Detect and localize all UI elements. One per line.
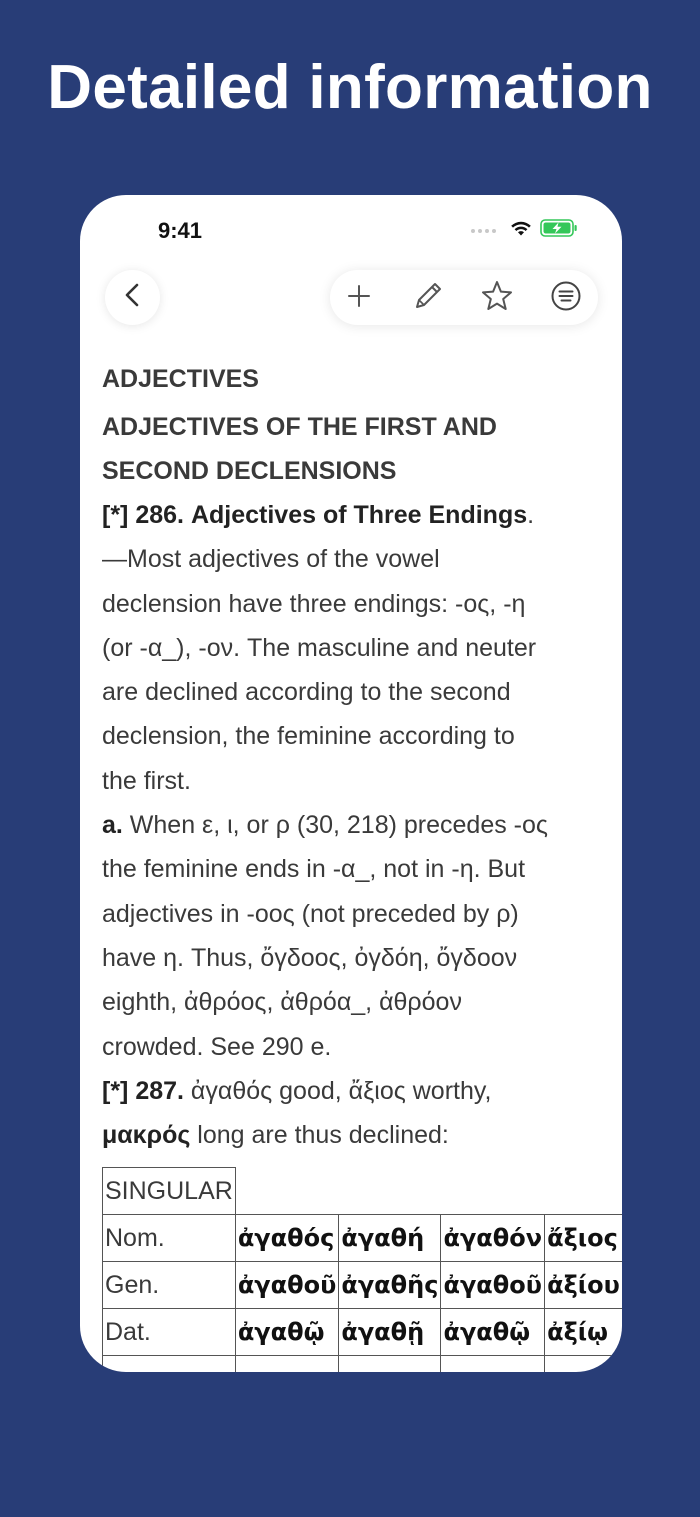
table-cell: ἀγαθῷ bbox=[441, 1309, 545, 1356]
table-cell: ἀγαθοῦ bbox=[441, 1262, 545, 1309]
paragraph-line: —Most adjectives of the vowel bbox=[102, 545, 440, 574]
table-cell-cut bbox=[545, 1356, 622, 1373]
table-cell: ἀγαθῆς bbox=[339, 1262, 441, 1309]
signal-icon bbox=[471, 229, 496, 233]
table-cell: ἀξίῳ bbox=[545, 1309, 622, 1356]
section-ref-286: [*] 286. bbox=[102, 501, 184, 529]
back-button[interactable] bbox=[105, 270, 160, 325]
section-heading: ADJECTIVES bbox=[102, 365, 259, 393]
table-cell: ἀγαθός bbox=[235, 1215, 339, 1262]
paragraph-a-first-line bbox=[102, 803, 592, 847]
table-cell-cut bbox=[235, 1356, 339, 1373]
table-section-row bbox=[103, 1168, 623, 1215]
table-cell: ἀξίου bbox=[545, 1262, 622, 1309]
wifi-icon bbox=[510, 220, 532, 242]
paragraph-line: have η. Thus, ὄγδοος, ὀγδόη, ὄγδοον bbox=[102, 943, 518, 972]
paragraph-line: the feminine ends in -α_, not in -η. But bbox=[102, 855, 526, 884]
edit-button[interactable] bbox=[411, 281, 445, 315]
table-cell-cut bbox=[339, 1356, 441, 1373]
top-toolbar bbox=[330, 270, 598, 325]
paragraph-287-first-line bbox=[102, 1069, 592, 1113]
greek-word-bold: μακρός bbox=[102, 1121, 191, 1150]
status-bar bbox=[80, 195, 622, 265]
case-label: Dat. bbox=[103, 1309, 236, 1356]
bookmark-button[interactable] bbox=[480, 281, 514, 315]
phone-screen bbox=[80, 195, 622, 1372]
paragraph-line: declension, the feminine according to bbox=[102, 722, 515, 751]
table-row-partial bbox=[103, 1356, 623, 1373]
pencil-icon bbox=[412, 280, 444, 317]
paragraph-line: When ε, ι, or ρ (30, 218) precedes -ος bbox=[122, 811, 548, 840]
paragraph-line: adjectives in -οος (not preceded by ρ) bbox=[102, 899, 519, 928]
table-cell-cut bbox=[103, 1356, 236, 1373]
paragraph-line: ἀγαθός good, ἄξιος worthy, bbox=[183, 1076, 492, 1105]
table-cell: ἄξιος bbox=[545, 1215, 622, 1262]
paragraph-a bbox=[102, 803, 592, 1069]
paragraph-286-heading bbox=[102, 493, 592, 537]
chevron-left-icon bbox=[122, 282, 144, 313]
paragraph-287-second-line bbox=[102, 1113, 592, 1157]
paragraph-line: the first. bbox=[102, 766, 191, 795]
paragraph-line: are declined according to the second bbox=[102, 678, 511, 707]
table-cell: ἀγαθῇ bbox=[339, 1309, 441, 1356]
article-content bbox=[102, 355, 622, 1157]
paragraph-line: crowded. See 290 e. bbox=[102, 1032, 332, 1061]
table-row bbox=[103, 1262, 623, 1309]
declension-table bbox=[102, 1167, 622, 1372]
section-ref-287: [*] 287. bbox=[102, 1076, 184, 1105]
list-menu-icon bbox=[550, 280, 582, 317]
paragraph-line: long are thus declined: bbox=[190, 1121, 449, 1150]
case-label: Gen. bbox=[103, 1262, 236, 1309]
paragraph-line: eighth, ἀθρόος, ἀθρόα_, ἀθρόον bbox=[102, 988, 462, 1017]
table-cell: ἀγαθόν bbox=[441, 1215, 545, 1262]
section-title-286: Adjectives of Three Endings bbox=[190, 501, 528, 529]
promo-headline: Detailed information bbox=[47, 53, 653, 122]
note-label-a: a. bbox=[102, 811, 123, 840]
add-button[interactable] bbox=[342, 281, 376, 315]
table-cell-cut bbox=[441, 1356, 545, 1373]
status-time: 9:41 bbox=[158, 218, 203, 243]
battery-charging-icon bbox=[540, 219, 578, 242]
subsection-heading-line2: SECOND DECLENSIONS bbox=[102, 457, 397, 485]
paragraph-287 bbox=[102, 1069, 592, 1158]
plus-icon bbox=[346, 283, 372, 314]
subsection-heading-line1: ADJECTIVES OF THE FIRST AND bbox=[102, 413, 497, 441]
table-row bbox=[103, 1215, 623, 1262]
paragraph-line: (or -α_), -ον. The masculine and neuter bbox=[102, 633, 537, 662]
table-cell: ἀγαθοῦ bbox=[235, 1262, 339, 1309]
title-period: . bbox=[527, 501, 535, 529]
case-label: Nom. bbox=[103, 1215, 236, 1262]
table-cell: ἀγαθή bbox=[339, 1215, 441, 1262]
status-icons bbox=[471, 219, 578, 242]
paragraph-line: declension have three endings: -ος, -η bbox=[102, 589, 526, 618]
menu-button[interactable] bbox=[549, 281, 583, 315]
table-section-label: SINGULAR bbox=[103, 1168, 236, 1215]
table-row bbox=[103, 1309, 623, 1356]
table-cell: ἀγαθῷ bbox=[235, 1309, 339, 1356]
star-icon bbox=[480, 279, 514, 318]
paragraph-286 bbox=[102, 493, 592, 803]
